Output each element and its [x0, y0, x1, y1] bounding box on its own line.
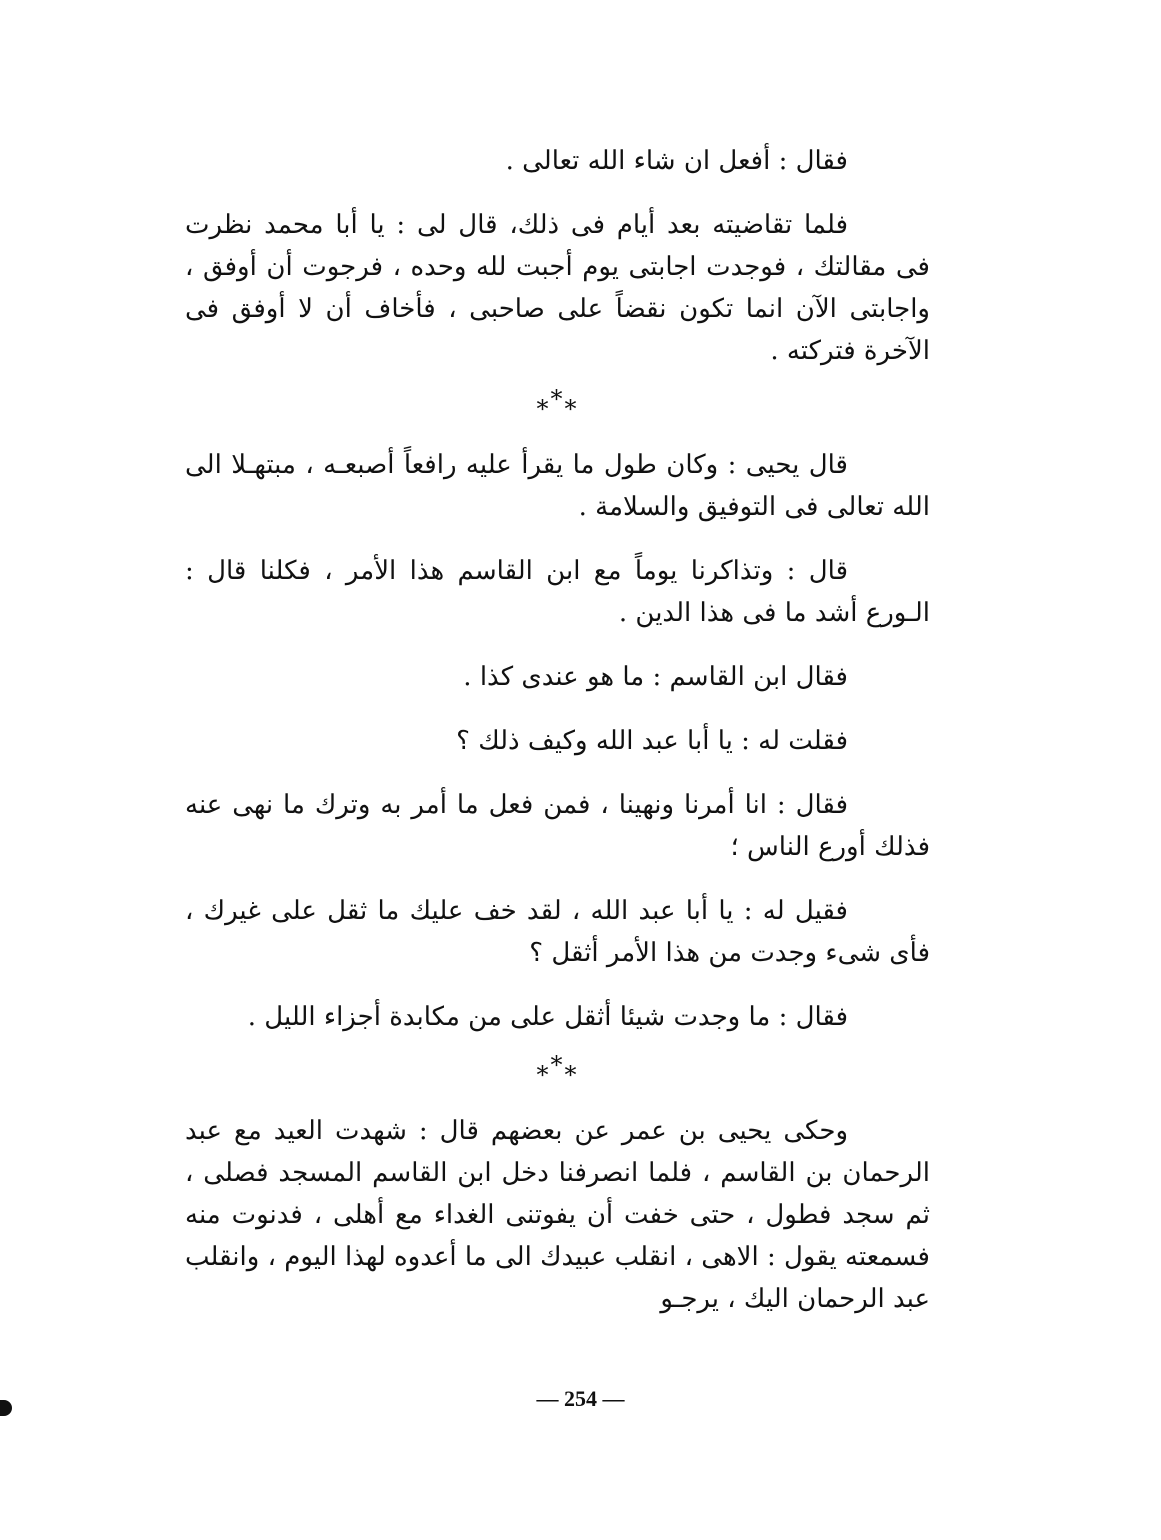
paragraph-2: فلما تقاضيته بعد أيام فى ذلك، قال لى : يا أبا محمد نظرت فى مقالتك ، فوجدت اجابتى يوم أجبت لله وحده ، فرجوت أن أوفق ، واجابتى الآن انما تكون نقضاً على صاحبى ، فأخاف أن لا أوفق فى الآخرة فتركته .	[185, 210, 930, 366]
paragraph-10: وحكى يحيى بن عمر عن بعضهم قال : شهدت العيد مع عبد الرحمان بن القاسم ، فلما انصرفنا دخل ابن القاسم المسجد فصلى ، ثم سجد فطول ، حتى خفت أن يفوتنى الغداء مع أهلى ، فدنوت منه فسمعته يقول : الاهى ، انقلب عبيدك الى ما أعدوه لهذا اليوم ، وانقلب عبد الرحمان اليك ، يرجـو	[185, 1116, 930, 1314]
paragraph-5: فقال ابن القاسم : ما هو عندى كذا .	[463, 662, 848, 692]
paragraph-6: فقلت له : يا أبا عبد الله وكيف ذلك ؟	[456, 726, 848, 756]
paragraph-8: فقيل له : يا أبا عبد الله ، لقد خف عليك ما ثقل على غيرك ، فأى شىء وجدت من هذا الأمر أثقل ؟	[185, 896, 930, 968]
paragraph-7: فقال : انا أمرنا ونهينا ، فمن فعل ما أمر به وترك ما نهى عنه فذلك أورع الناس ؛	[185, 790, 930, 862]
paragraph-4: قال : وتذاكرنا يوماً مع ابن القاسم هذا الأمر ، فكلنا قال : الـورع أشد ما فى هذا الدين .	[185, 556, 930, 628]
asterisk-icon: *	[536, 395, 551, 423]
asterisk-icon: *	[536, 1061, 551, 1089]
asterisk-icon: *	[550, 385, 565, 413]
asterisk-icon: *	[564, 395, 579, 423]
body-text	[185, 140, 930, 1342]
scan-edge-mark	[0, 1400, 12, 1416]
page-number: — 254 —	[536, 1386, 625, 1411]
section-separator-2	[185, 1051, 930, 1090]
paragraph-3: قال يحيى : وكان طول ما يقرأ عليه رافعاً أصبعـه ، مبتهـلا الى الله تعالى فى التوفيق والسلامة .	[185, 450, 930, 522]
paragraph-9: فقال : ما وجدت شيئا أثقل على من مكابدة أجزاء الليل .	[247, 1002, 848, 1032]
paragraph-1: فقال : أفعل ان شاء الله تعالى .	[505, 146, 848, 176]
asterisk-icon: *	[550, 1051, 565, 1079]
section-separator-1	[185, 385, 930, 424]
asterisk-icon: *	[564, 1061, 579, 1089]
